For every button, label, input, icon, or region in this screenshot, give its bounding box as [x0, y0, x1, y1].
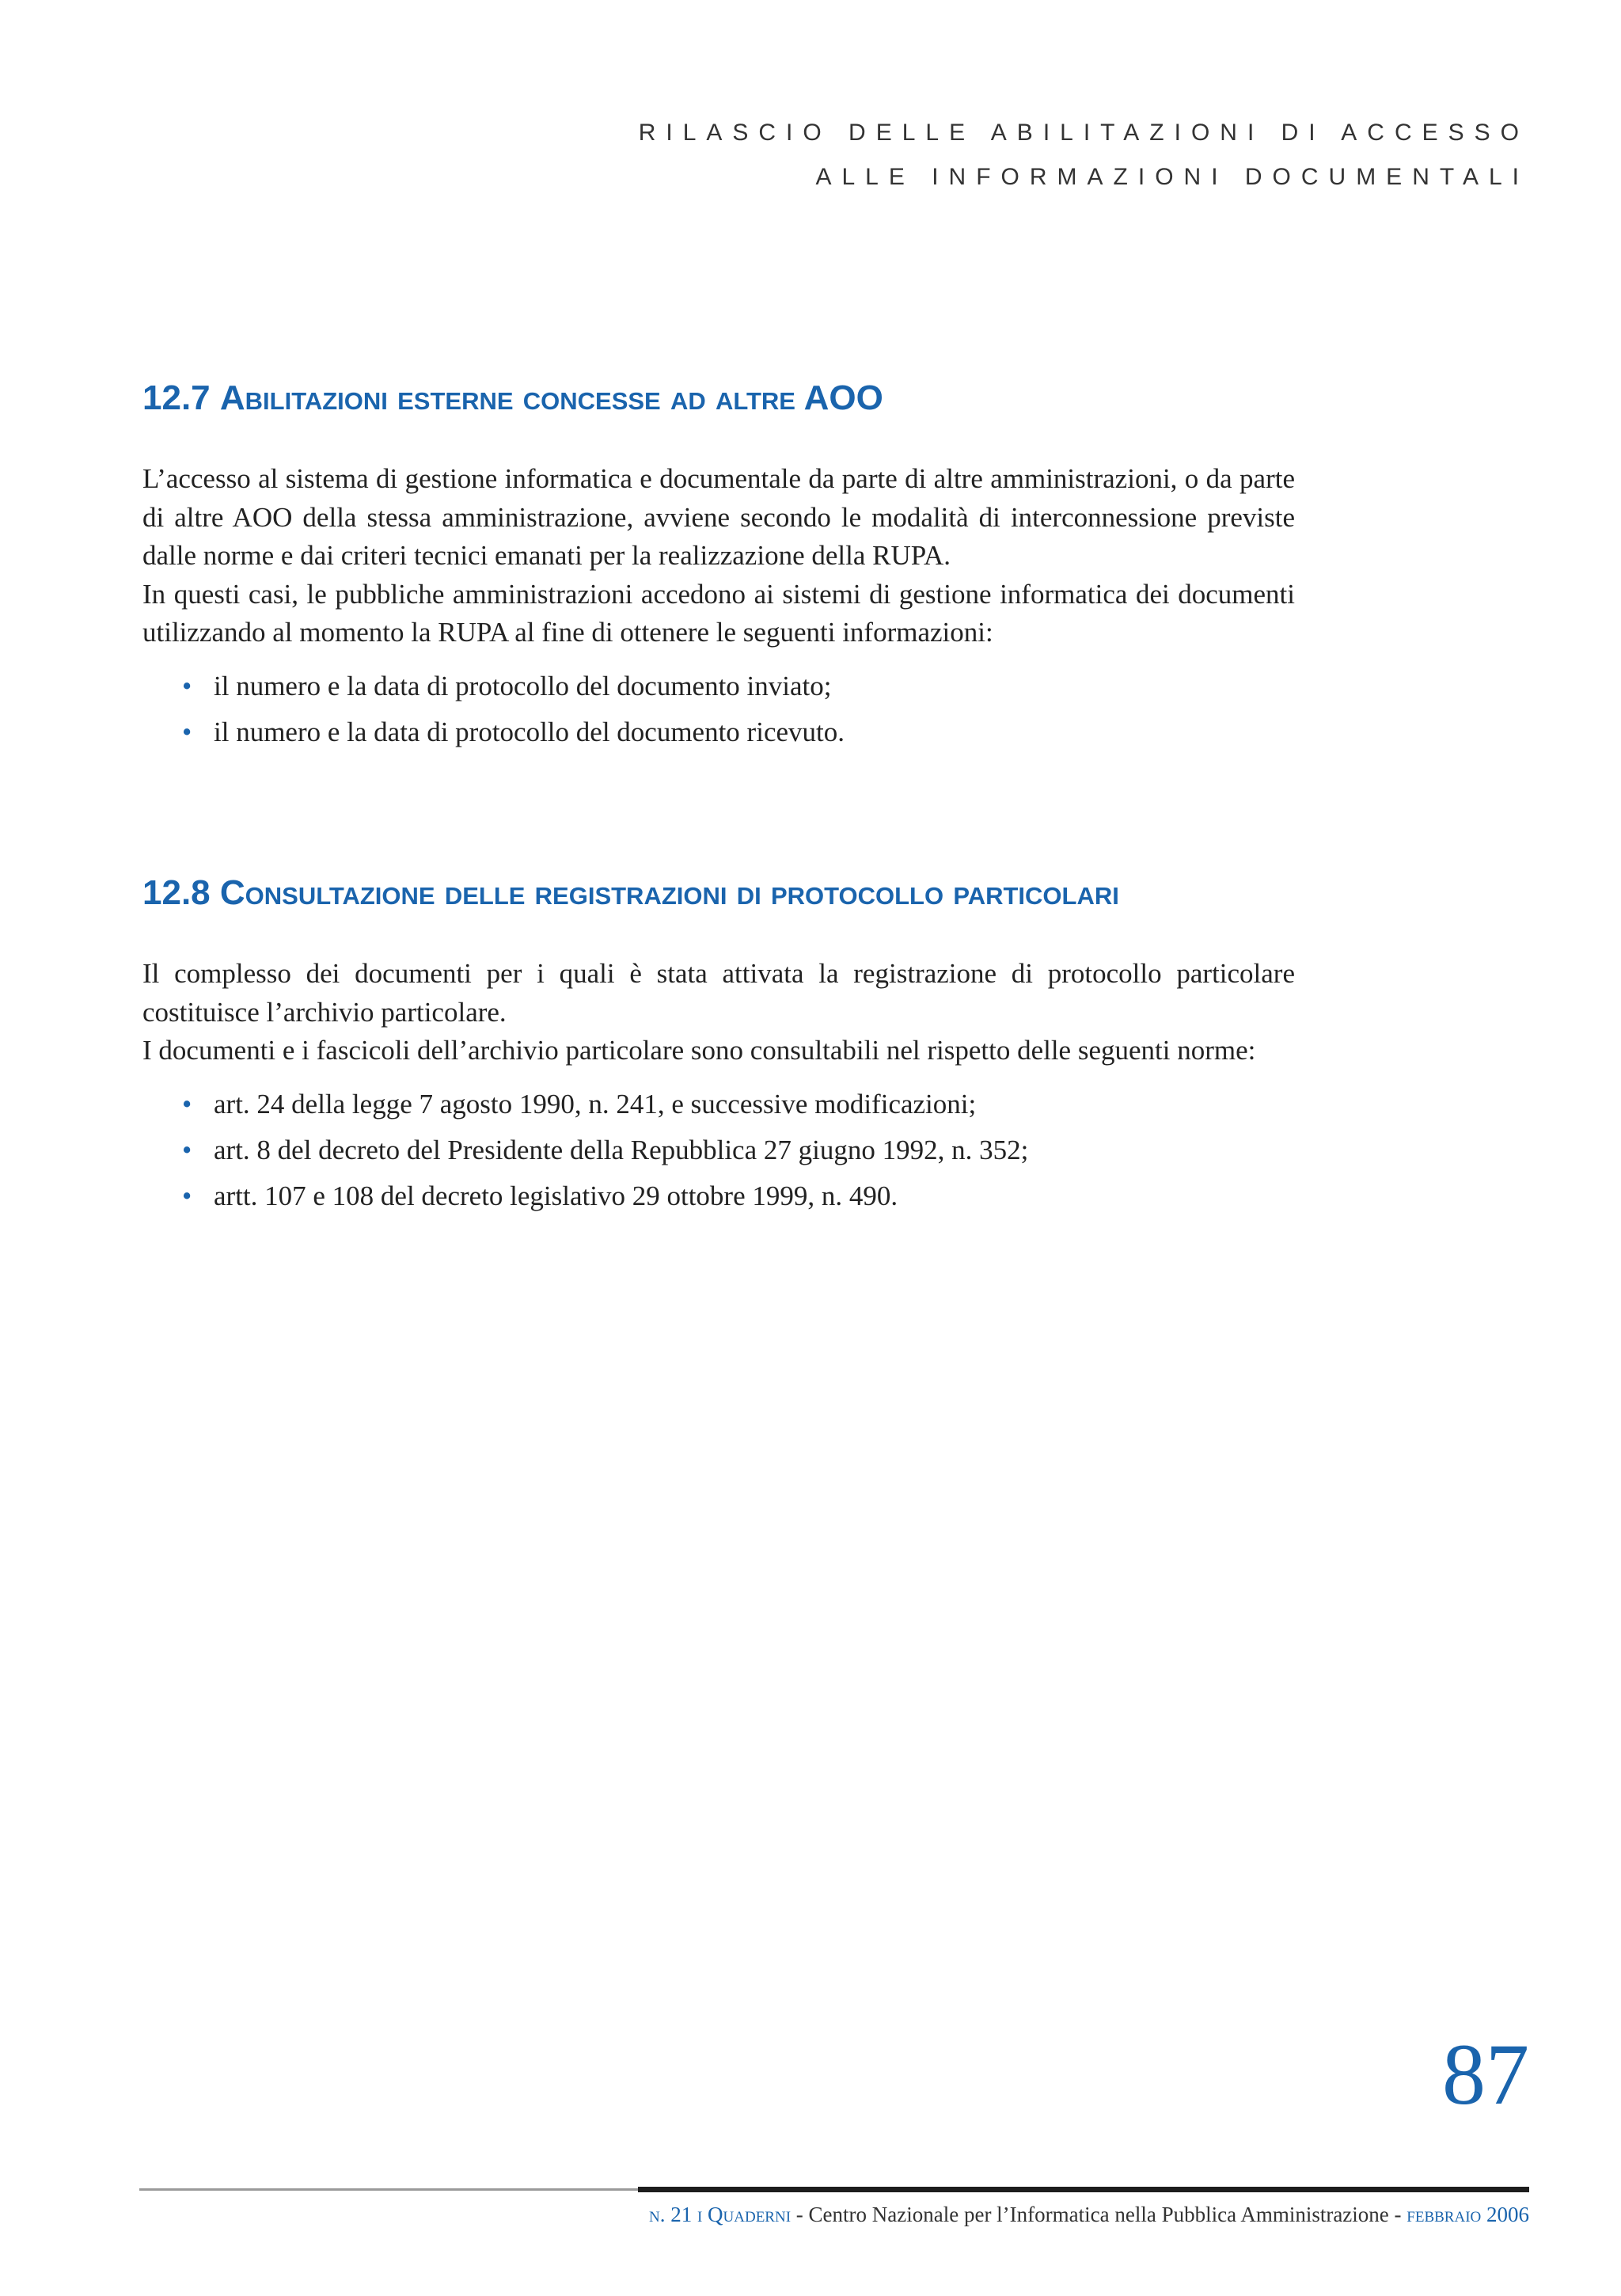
section-title: Consultazione delle registrazioni di protocollo particolari: [219, 873, 1119, 912]
running-head-line-1: RILASCIO DELLE ABILITAZIONI DI ACCESSO: [638, 120, 1529, 146]
footer-separator: -: [791, 2203, 809, 2226]
section-heading: [142, 871, 1295, 915]
footer-publisher: Centro Nazionale per l’Informatica nella Pubblica Amministrazione: [808, 2203, 1389, 2226]
paragraph: In questi casi, le pubbliche amministrazioni accedono ai sistemi di gestione informatica dei documenti utilizzando al momento la RUPA al fine di ottenere le seguenti informazioni:: [142, 578, 1295, 648]
footer-rule-accent: [638, 2187, 1529, 2192]
footer-issue: n. 21 i Quaderni: [648, 2203, 792, 2226]
bullet-list: [142, 1081, 1295, 1219]
list-item-text: il numero e la data di protocollo del documento inviato;: [214, 670, 832, 701]
page-number: 87: [1442, 2026, 1529, 2123]
bullet-icon: •: [182, 716, 192, 747]
running-head-line-2: ALLE INFORMAZIONI DOCUMENTALI: [815, 164, 1529, 190]
section-12-7: [142, 376, 1295, 755]
list-item: [142, 709, 1295, 755]
bullet-icon: •: [182, 670, 192, 701]
running-head: [639, 111, 1529, 200]
list-item: [142, 1127, 1295, 1173]
list-item-text: art. 8 del decreto del Presidente della Repubblica 27 giugno 1992, n. 352;: [214, 1134, 1029, 1165]
bullet-icon: •: [182, 1180, 192, 1211]
bullet-icon: •: [182, 1134, 192, 1165]
list-item: [142, 1081, 1295, 1127]
section-title: Abilitazioni esterne concesse ad altre: [219, 378, 795, 417]
list-item-text: artt. 107 e 108 del decreto legislativo 29 ottobre 1999, n. 490.: [214, 1180, 898, 1211]
bullet-icon: •: [182, 1088, 192, 1119]
paragraph: L’accesso al sistema di gestione informatica e documentale da parte di altre amministrazioni, o da parte di altre AOO della stessa amministrazione, avviene secondo le modalità di interconnessione previste dalle norme e dai criteri tecnici emanati per la realizzazione della RUPA.: [142, 463, 1295, 571]
footer: [649, 2203, 1529, 2227]
section-number: 12.8: [142, 873, 211, 912]
list-item-text: art. 24 della legge 7 agosto 1990, n. 241, e successive modificazioni;: [214, 1088, 977, 1119]
section-title-tail: AOO: [803, 378, 883, 417]
section-12-8: [142, 871, 1295, 1219]
section-heading: [142, 376, 1295, 420]
footer-separator: -: [1388, 2203, 1407, 2226]
list-item-text: il numero e la data di protocollo del documento ricevuto.: [214, 716, 845, 747]
footer-date: febbraio 2006: [1407, 2203, 1529, 2226]
list-item: [142, 1173, 1295, 1219]
list-item: [142, 663, 1295, 709]
paragraph: Il complesso dei documenti per i quali è stata attivata la registrazione di protocollo particolare costituisce l’archivio particolare.: [142, 958, 1295, 1028]
section-number: 12.7: [142, 378, 211, 417]
bullet-list: [142, 663, 1295, 755]
paragraph: I documenti e i fascicoli dell’archivio particolare sono consultabili nel rispetto delle seguenti norme:: [142, 1035, 1256, 1066]
